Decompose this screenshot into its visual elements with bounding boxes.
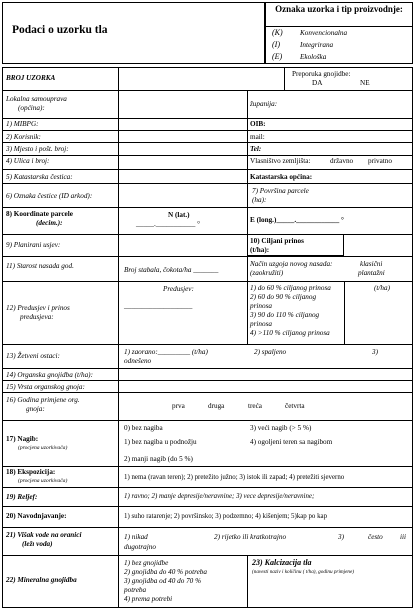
divider bbox=[118, 506, 119, 527]
divider bbox=[2, 555, 413, 556]
excess-option-1[interactable]: 1) nikad bbox=[124, 533, 148, 541]
divider bbox=[247, 281, 248, 344]
divider bbox=[247, 256, 248, 281]
divider bbox=[2, 130, 413, 131]
year-option-4[interactable]: četvrta bbox=[285, 402, 305, 410]
page-title: Podaci o uzorku tla bbox=[12, 24, 108, 36]
exposure-label: 18) Ekspozicija: bbox=[6, 468, 56, 476]
residue-option-3[interactable]: 3) bbox=[372, 348, 378, 356]
divider bbox=[2, 466, 413, 467]
divider bbox=[2, 183, 413, 184]
slope-option-1[interactable]: 1) bez nagiba u podnožju bbox=[124, 438, 197, 446]
slope-option-2[interactable]: 2) manji nagib (do 5 %) bbox=[124, 455, 193, 463]
divider bbox=[2, 527, 413, 528]
yield-option-2b: prinosa bbox=[250, 302, 272, 310]
prev-crop-field-label: Predusjev: bbox=[163, 285, 194, 293]
mineral-fert-label: 22) Mineralna gnojidba bbox=[6, 576, 77, 584]
trees-per-ha-field[interactable]: Broj stabala, čokota/ha _______ bbox=[124, 266, 219, 274]
relief-options[interactable]: 1) ravno; 2) manje depresije/neravnine; 3) vece depresije/neravnine; bbox=[124, 493, 315, 500]
divider bbox=[118, 90, 119, 118]
divider bbox=[2, 142, 413, 143]
coords-label: 8) Koordinate parcele bbox=[6, 210, 73, 218]
divider bbox=[247, 118, 248, 169]
parcel-area-label: 7) Površina parcele bbox=[252, 187, 309, 195]
divider bbox=[2, 344, 413, 345]
excess-option-2[interactable]: 2) rijetko ili kratkotrajno bbox=[214, 533, 287, 541]
excess-option-4: dugotrajno bbox=[124, 543, 156, 551]
fert-recommendation-label: Preporuka gnojidbe: bbox=[292, 70, 351, 78]
sample-number-field[interactable] bbox=[118, 67, 285, 90]
slope-sub: (procjena uzorkivača) bbox=[18, 445, 68, 451]
liming-label: 23) Kalcizacija tla bbox=[252, 558, 312, 567]
yield-option-1[interactable]: 1) do 60 % ciljanog prinosa bbox=[250, 284, 331, 292]
prev-crop-field[interactable]: ___________________ bbox=[124, 302, 193, 310]
divider bbox=[118, 207, 119, 234]
divider bbox=[2, 380, 413, 381]
divider bbox=[118, 368, 119, 380]
yield-option-4[interactable]: 4) >110 % ciljanog prinosa bbox=[250, 329, 330, 337]
divider bbox=[118, 169, 119, 183]
mineral-option-3b: potreba bbox=[124, 586, 147, 594]
organic-year-sub: gnoja: bbox=[26, 405, 45, 413]
planned-crop-label: 9) Planirani usjev: bbox=[6, 241, 61, 249]
yield-option-2[interactable]: 2) 60 do 90 % ciljanog bbox=[250, 293, 317, 301]
divider bbox=[118, 487, 119, 506]
divider bbox=[118, 183, 119, 207]
cadastral-parcel-label: 5) Katastarska čestica: bbox=[6, 173, 73, 181]
divider bbox=[265, 26, 266, 64]
divider bbox=[247, 183, 248, 207]
liming-sub: (navesti naziv i količinu ( t/ha), godinu primjene) bbox=[252, 569, 354, 575]
irrigation-label: 20) Navodnjavanje: bbox=[6, 512, 67, 520]
county-label: županija: bbox=[250, 100, 278, 108]
fert-yes-option[interactable]: DA bbox=[312, 79, 323, 87]
production-mark-title: Oznaka uzorka i tip proizvodnje: bbox=[275, 4, 403, 14]
coord-n-field[interactable]: _____.___________ ° bbox=[136, 220, 200, 228]
divider bbox=[2, 169, 413, 170]
divider bbox=[2, 368, 413, 369]
mail-label: mail: bbox=[250, 133, 265, 141]
excess-option-3c: iii bbox=[400, 533, 406, 541]
year-option-1[interactable]: prva bbox=[172, 402, 185, 410]
divider bbox=[2, 234, 413, 235]
production-type-k-code: (K) bbox=[272, 28, 283, 37]
residue-option-2[interactable]: 2) spaljeno bbox=[254, 348, 287, 356]
divider bbox=[247, 207, 248, 234]
organic-type-label: 15) Vrsta organskog gnoja: bbox=[6, 383, 85, 391]
divider bbox=[118, 392, 119, 420]
place-label: 3) Mjesto i pošt. broj: bbox=[6, 145, 69, 153]
year-option-2[interactable]: druga bbox=[208, 402, 225, 410]
divider bbox=[2, 506, 413, 507]
production-type-k-label: Konvencionalna bbox=[300, 29, 348, 37]
divider bbox=[2, 392, 413, 393]
divider bbox=[2, 155, 413, 156]
coord-n-label: N (lat.) bbox=[168, 211, 190, 219]
divider bbox=[265, 26, 413, 27]
yield-option-3b: prinosa bbox=[250, 320, 272, 328]
divider bbox=[247, 90, 248, 118]
slope-option-3[interactable]: 3) veći nagib (> 5 %) bbox=[250, 424, 312, 432]
target-yield-label: 10) Ciljani prinos bbox=[250, 237, 304, 245]
divider bbox=[2, 487, 413, 488]
divider bbox=[2, 118, 413, 119]
divider bbox=[344, 281, 345, 344]
relief-label: 19) Reljef: bbox=[6, 493, 38, 501]
residue-option-1[interactable]: 1) zaorano:_________ (t/ha) bbox=[124, 348, 208, 356]
divider bbox=[118, 466, 119, 487]
divider bbox=[2, 90, 413, 91]
excess-water-label: 21) Višak vode na oranici bbox=[6, 531, 82, 539]
divider bbox=[118, 234, 119, 256]
prev-crop-sub: predusjeva: bbox=[20, 313, 54, 321]
mineral-option-3[interactable]: 3) gnojidba od 40 do 70 % bbox=[124, 577, 202, 585]
slope-option-0[interactable]: 0) bez nagiba bbox=[124, 424, 163, 432]
year-option-3[interactable]: treća bbox=[248, 402, 262, 410]
organic-year-label: 16) Godina primjene org. bbox=[6, 396, 80, 404]
ownership-label: Vlasništvo zemljišta: bbox=[250, 157, 311, 165]
divider bbox=[2, 420, 413, 421]
user-label: 2) Korisnik: bbox=[6, 133, 41, 141]
local-gov-sub: (općina): bbox=[18, 104, 45, 112]
prev-crop-label: 12) Predusjev i prinos bbox=[6, 304, 70, 312]
new-planting-sub: (zaokružiti) bbox=[250, 269, 284, 277]
divider bbox=[247, 555, 248, 608]
divider bbox=[2, 256, 413, 257]
divider bbox=[118, 527, 119, 555]
production-type-i-code: (I) bbox=[272, 40, 280, 49]
exposure-options[interactable]: 1) nema (ravan teren); 2) pretežito južno; 3) istok ili zapad; 4) pretežiti sjeverno bbox=[124, 474, 345, 481]
divider bbox=[118, 380, 119, 392]
yield-unit-label: (t/ha) bbox=[374, 284, 390, 292]
organic-fert-label: 14) Organska gnojidba (t/ha): bbox=[6, 371, 93, 379]
classic-option[interactable]: klasični bbox=[360, 260, 383, 268]
mineral-option-1[interactable]: 1) bez gnojidbe bbox=[124, 559, 169, 567]
new-planting-label: Način uzgoja novog nasada: bbox=[250, 260, 333, 268]
production-type-e-label: Ekološka bbox=[300, 53, 327, 61]
parcel-area-unit: (ha): bbox=[252, 196, 267, 204]
parcel-id-label: 6) Oznaka čestice (ID arkod): bbox=[6, 192, 93, 200]
divider bbox=[118, 344, 119, 368]
sample-number-label: BROJ UZORKA bbox=[6, 74, 56, 82]
slope-label: 17) Nagib: bbox=[6, 435, 39, 443]
ownership-state-option[interactable]: državno bbox=[330, 157, 354, 165]
divider bbox=[118, 420, 119, 466]
plant-age-label: 11) Starost nasada god. bbox=[6, 262, 74, 270]
target-yield-unit: (t/ha): bbox=[250, 246, 270, 254]
oib-label: OIB: bbox=[250, 120, 266, 128]
excess-option-3[interactable]: 3) bbox=[338, 533, 344, 541]
divider bbox=[118, 555, 119, 608]
excess-water-sub: (ležı voda) bbox=[22, 540, 53, 548]
excess-option-3b: često bbox=[368, 533, 383, 541]
divider bbox=[2, 207, 413, 208]
plantations-option[interactable]: plantažni bbox=[358, 269, 385, 277]
ownership-private-option[interactable]: privatno bbox=[368, 157, 392, 165]
tel-label: Tel: bbox=[250, 145, 262, 153]
coord-e-field[interactable]: E (long.)_____.____________ ° bbox=[250, 216, 344, 224]
mineral-option-4[interactable]: 4) prema potrebi bbox=[124, 595, 173, 603]
local-gov-label: Lokalna samouprava bbox=[6, 95, 67, 103]
irrigation-options[interactable]: 1) suho ratarenje; 2) površinsko; 3) podzemno; 4) kišenjem; 5)kap po kap bbox=[124, 513, 328, 520]
divider bbox=[247, 169, 248, 183]
residue-option-3b: odnešeno bbox=[124, 357, 152, 365]
coords-sub: (decim.): bbox=[36, 219, 63, 227]
residues-label: 13) Žetveni ostaci: bbox=[6, 352, 60, 360]
fert-no-option[interactable]: NE bbox=[360, 79, 370, 87]
exposure-sub: (procjena uzorkivača) bbox=[18, 478, 68, 484]
production-type-e-code: (E) bbox=[272, 52, 283, 61]
slope-option-4[interactable]: 4) ogoljeni teren sa nagibom bbox=[250, 438, 333, 446]
divider bbox=[118, 256, 119, 281]
mibpg-label: 1) MIBPG: bbox=[6, 120, 39, 128]
mineral-option-2[interactable]: 2) gnojidba do 40 % potreba bbox=[124, 568, 207, 576]
divider bbox=[2, 281, 413, 282]
cadastral-municipality-label: Katastarska općina: bbox=[250, 173, 313, 181]
production-type-i-label: Integrirana bbox=[300, 41, 334, 49]
yield-option-3[interactable]: 3) 90 do 110 % ciljanog bbox=[250, 311, 320, 319]
street-label: 4) Ulica i broj: bbox=[6, 157, 50, 165]
divider bbox=[118, 118, 119, 169]
divider bbox=[118, 281, 119, 344]
